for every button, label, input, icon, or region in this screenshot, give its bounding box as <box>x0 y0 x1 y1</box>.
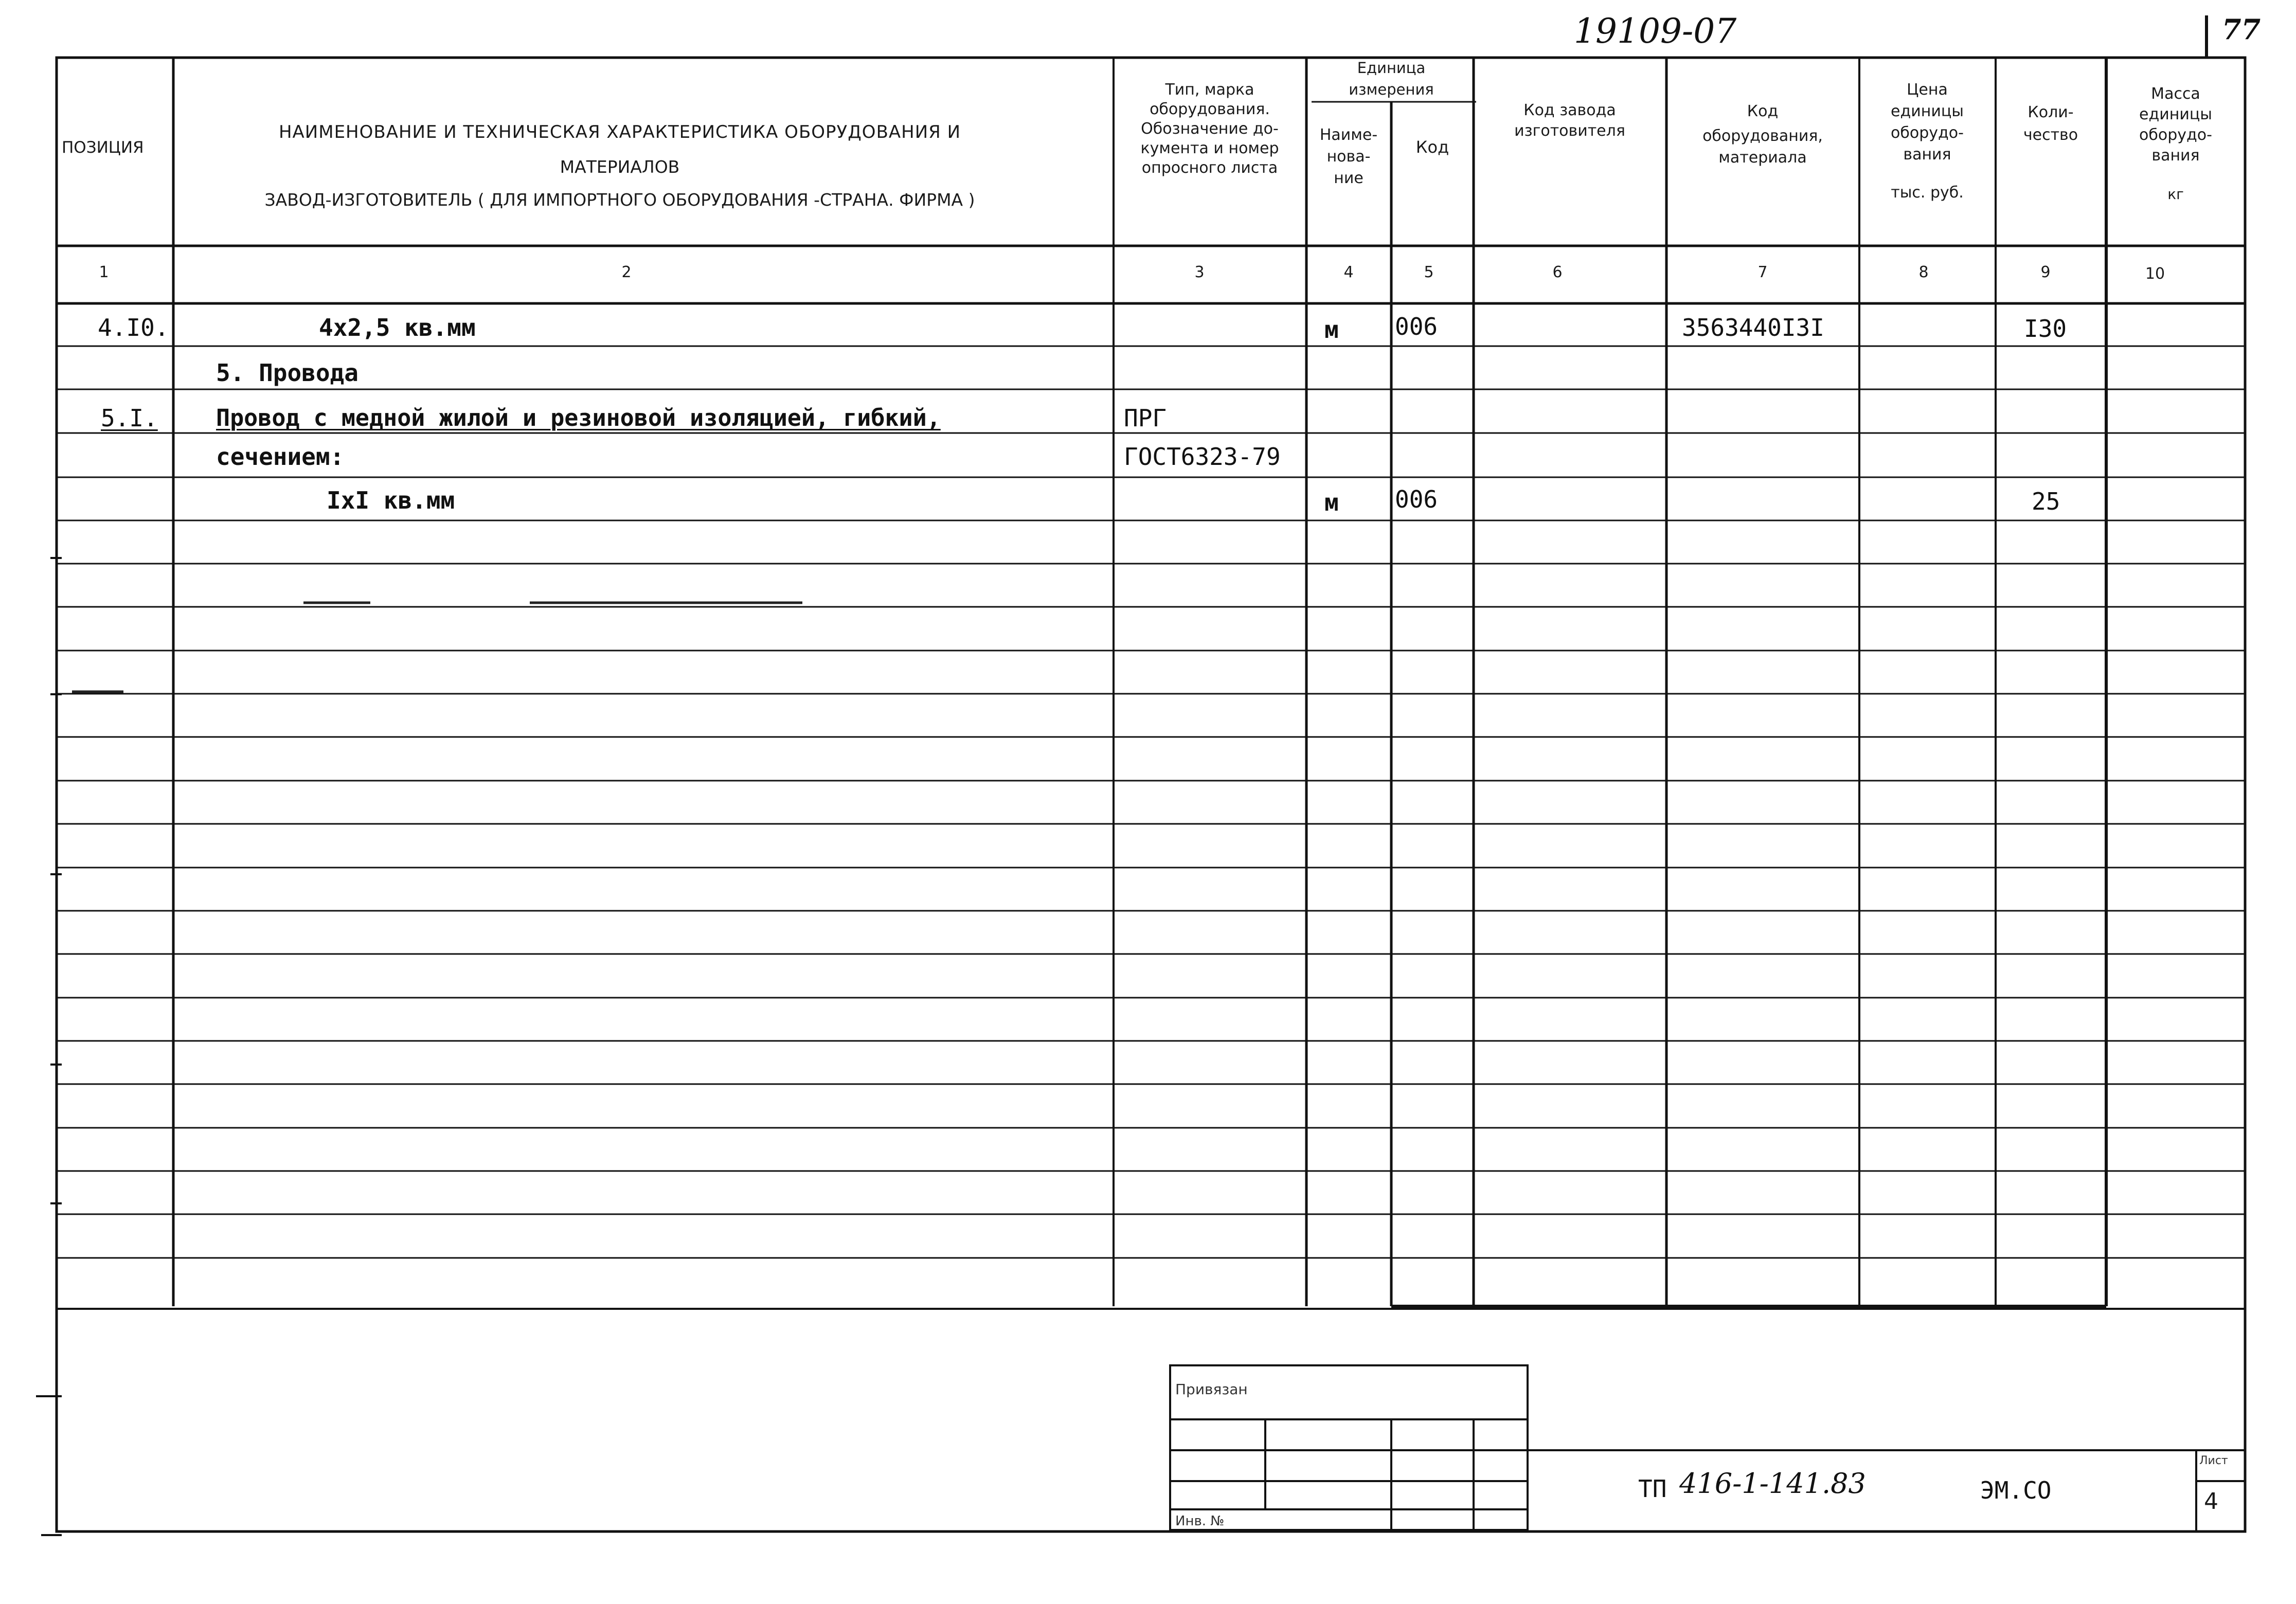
stamp-inv-number: Инв. № <box>1175 1513 1225 1529</box>
row-name: 4х2,5 кв.мм <box>319 314 476 341</box>
header-price-line: вания <box>1903 146 1951 164</box>
column-number: 6 <box>1552 263 1563 281</box>
row-name: 5. Провода <box>216 359 358 387</box>
row-unit-code: 006 <box>1395 485 1438 513</box>
header-position: ПОЗИЦИЯ <box>62 138 144 157</box>
header-mfr-code-line: изготовителя <box>1514 122 1625 140</box>
row-name: Провод с медной жилой и резиновой изоляцией, гибкий, <box>216 404 941 431</box>
header-qty-line: Коли- <box>2028 103 2074 121</box>
stamp-tp-prefix: ТП <box>1638 1475 1667 1503</box>
header-mfr-code-line: Код завода <box>1523 101 1616 119</box>
header-mass-line: оборудо- <box>2139 126 2212 144</box>
row-qty: 25 <box>2032 488 2060 515</box>
header-price-line: тыс. руб. <box>1891 184 1964 202</box>
header-unit-name-line: Наиме- <box>1319 126 1378 144</box>
column-number: 7 <box>1757 263 1768 281</box>
header-unit-name-line: ние <box>1334 169 1364 187</box>
stamp-doc-code: ЭМ.СО <box>1980 1476 2052 1504</box>
row-position: 5.I. <box>101 404 158 432</box>
stamp-privyazan: Привязан <box>1175 1381 1248 1398</box>
row-qty: I30 <box>2024 315 2067 343</box>
header-name-line2: МАТЕРИАЛОВ <box>560 157 680 177</box>
column-number: 2 <box>621 263 632 281</box>
header-equip-code-line: оборудования, <box>1702 127 1823 145</box>
header-price-line: оборудо- <box>1891 124 1964 142</box>
column-number: 1 <box>99 263 109 281</box>
header-equip-code-line: материала <box>1718 149 1807 167</box>
header-name-line3: ЗАВОД-ИЗГОТОВИТЕЛЬ ( ДЛЯ ИМПОРТНОГО ОБОРУДОВАНИЯ -СТРАНА. ФИРМА ) <box>264 190 975 210</box>
header-qty-line: чество <box>2023 126 2078 144</box>
header-price-line: единицы <box>1891 102 1964 120</box>
row-unit: м <box>1324 316 1339 344</box>
column-number: 4 <box>1343 263 1354 281</box>
column-number: 8 <box>1918 263 1929 281</box>
header-mass-line: кг <box>2167 186 2184 203</box>
stamp-tp-number: 416-1-141.83 <box>1679 1467 1866 1500</box>
header-unit-group-line: измерения <box>1349 81 1434 98</box>
row-name: IхI кв.мм <box>327 486 455 514</box>
row-name: сечением: <box>216 443 345 471</box>
header-type-line: опросного листа <box>1141 159 1278 177</box>
column-number: 5 <box>1424 263 1434 281</box>
column-number: 9 <box>2040 263 2051 281</box>
column-number: 3 <box>1194 263 1205 281</box>
row-position: 4.I0. <box>98 314 169 341</box>
document-number: 19109-07 <box>1574 11 1737 51</box>
header-type-line: оборудования. <box>1150 100 1270 118</box>
header-unit-code: Код <box>1415 137 1449 157</box>
header-unit-group-line: Единица <box>1357 59 1426 77</box>
header-type-line: Обозначение до- <box>1141 120 1279 138</box>
row-unit: м <box>1324 489 1339 516</box>
header-mass-line: вания <box>2151 147 2200 165</box>
header-equip-code-line: Код <box>1747 102 1779 120</box>
header-type-line: Тип, марка <box>1165 81 1254 99</box>
top-sheet-number: 77 <box>2222 13 2261 46</box>
header-name-line1: НАИМЕНОВАНИЕ И ТЕХНИЧЕСКАЯ ХАРАКТЕРИСТИКА ОБОРУДОВАНИЯ И <box>278 122 961 142</box>
row-equip-code: 3563440I3I <box>1682 314 1824 341</box>
header-unit-name-line: нова- <box>1326 148 1371 166</box>
stamp-sheet-label: Лист <box>2199 1454 2228 1467</box>
row-type: ПРГ <box>1124 404 1167 432</box>
row-type: ГОСТ6323-79 <box>1124 443 1281 471</box>
column-number: 10 <box>2145 265 2165 283</box>
stamp-sheet-value: 4 <box>2204 1488 2218 1515</box>
header-price-line: Цена <box>1907 81 1948 99</box>
header-mass-line: Масса <box>2151 85 2200 103</box>
header-mass-line: единицы <box>2139 105 2212 123</box>
row-unit-code: 006 <box>1395 313 1438 340</box>
outer-frame <box>57 58 2245 1531</box>
header-type-line: кумента и номер <box>1140 139 1279 157</box>
